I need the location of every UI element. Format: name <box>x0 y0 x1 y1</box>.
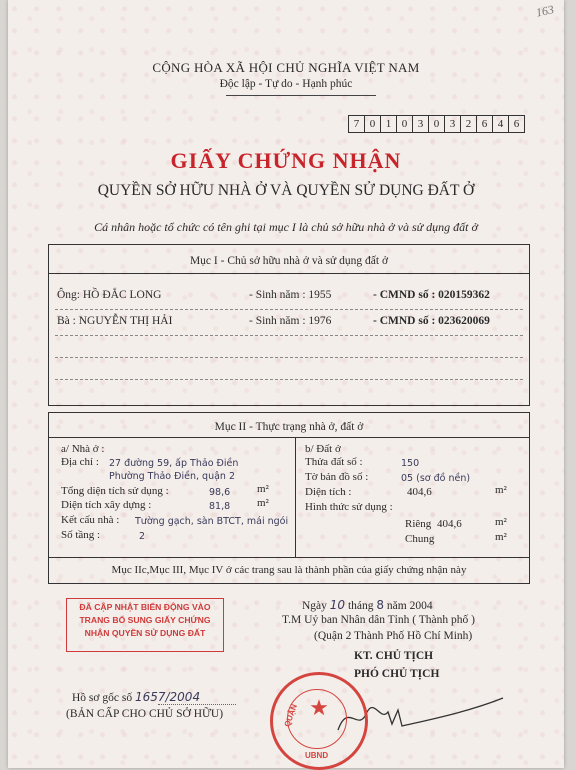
built-area-label: Diện tích xây dựng : <box>61 499 152 511</box>
serial-number-box <box>348 115 525 133</box>
private-value: 404,6 <box>437 518 462 530</box>
stamp-line: ĐÃ CẬP NHẬT BIẾN ĐỘNG VÀO <box>79 602 211 612</box>
signer-position2: PHÓ CHỦ TỊCH <box>354 668 440 680</box>
plot-value: 150 <box>401 458 420 469</box>
serial-digit: 3 <box>413 116 429 132</box>
stamp-line: TRANG BỔ SUNG GIẤY CHỨNG <box>79 615 211 625</box>
serial-digit: 0 <box>365 116 381 132</box>
serial-digit: 2 <box>461 116 477 132</box>
map-label: Tờ bản đồ số : <box>305 471 369 483</box>
vietnam-emblem-icon: ★ <box>309 695 329 720</box>
serial-digit: 3 <box>445 116 461 132</box>
copy-note: (BẢN CẤP CHO CHỦ SỞ HỮU) <box>66 708 224 720</box>
shared-label: Chung <box>405 533 435 545</box>
stamp-line: NHẬN QUYỀN SỬ DỤNG ĐẤT <box>84 628 206 638</box>
section-property-heading: Mục II - Thực trạng nhà ở, đất ở <box>214 421 364 433</box>
section-divider <box>49 557 529 558</box>
serial-digit: 6 <box>513 118 520 130</box>
section-owners <box>48 244 530 406</box>
id-value: 023620069 <box>438 315 490 327</box>
private-unit: m² <box>495 516 507 528</box>
seal-ring-text-left: QUẬN <box>282 702 300 729</box>
birth-value: 1976 <box>308 315 332 327</box>
date-day: 10 <box>329 598 346 612</box>
column-divider <box>295 437 296 557</box>
built-area-value: 81,8 <box>209 501 231 512</box>
map-value: 05 (sơ đồ nền) <box>401 473 471 484</box>
committee-line1: T.M Uỷ ban Nhân dân Tỉnh ( Thành phố ) <box>282 614 475 626</box>
dotted-line <box>55 309 523 310</box>
serial-digit: 1 <box>381 116 397 132</box>
date-year: 2004 <box>409 600 433 612</box>
floors-value: 2 <box>139 531 146 542</box>
footer-note: Mục IIc,Mục III, Mục IV ở các trang sau là thành phần của giấy chứng nhận này <box>111 564 467 576</box>
date-day-label: Ngày <box>302 600 327 612</box>
owner-id <box>373 289 490 301</box>
official-seal <box>270 672 368 770</box>
shared-unit: m² <box>495 531 507 543</box>
structure-label: Kết cấu nhà : <box>61 514 120 526</box>
nation-header: CỘNG HÒA XÃ HỘI CHỦ NGHĨA VIỆT NAM <box>152 60 420 75</box>
date-month: 8 <box>376 598 385 612</box>
birth-label: - Sinh năm : <box>249 315 306 327</box>
owner-row <box>57 289 213 301</box>
id-value: 020159362 <box>438 289 490 301</box>
motto-underline <box>226 95 376 96</box>
plot-label: Thửa đất số : <box>305 456 363 468</box>
serial-digit: 7 <box>349 116 365 132</box>
id-label: - CMND số : <box>373 289 436 301</box>
serial-digit: 0 <box>397 116 413 132</box>
dotted-line <box>158 704 236 705</box>
dotted-line <box>55 335 523 336</box>
floors-label: Số tầng : <box>61 529 101 541</box>
dotted-line <box>55 379 523 380</box>
section-property <box>48 412 530 584</box>
date-year-label: năm <box>386 600 407 612</box>
address-line2: Phường Thảo Điền, quận 2 <box>109 471 235 482</box>
section-divider <box>49 437 529 438</box>
owner-row <box>57 315 172 327</box>
dotted-line <box>55 357 523 358</box>
seal-ring-text-bottom: UBND <box>305 751 329 760</box>
origin-label: Hồ sơ gốc số <box>72 692 133 704</box>
total-area-value: 98,6 <box>209 487 231 498</box>
land-area-label: Diện tích : <box>305 486 352 498</box>
serial-digit: 6 <box>477 116 493 132</box>
house-label: a/ Nhà ở : <box>61 443 105 455</box>
document-title: GIẤY CHỨNG NHẬN <box>170 148 402 173</box>
total-area-label: Tổng diện tích sử dụng : <box>61 485 169 497</box>
date-month-label: tháng <box>347 600 374 612</box>
owner-birth <box>249 315 331 327</box>
private-label: Riêng <box>405 518 432 530</box>
owner-prefix: Bà : <box>57 315 76 327</box>
address-line1: 27 đường 59, ấp Thảo Điền <box>109 458 239 469</box>
origin-record <box>72 690 200 704</box>
built-area-unit: m² <box>257 497 269 509</box>
owner-birth <box>249 289 331 301</box>
issue-date <box>302 598 433 612</box>
section-divider <box>49 273 529 274</box>
certificate-page <box>8 0 564 768</box>
birth-label: - Sinh năm : <box>249 289 306 301</box>
serial-digit: 4 <box>493 116 509 132</box>
origin-number: 1657/2004 <box>134 690 201 704</box>
serial-digit: 0 <box>429 116 445 132</box>
structure-value: Tường gạch, sàn BTCT, mái ngói <box>135 516 289 527</box>
owner-name: NGUYỄN THỊ HẢI <box>78 315 173 327</box>
committee-line2: (Quận 2 Thành Phố Hồ Chí Minh) <box>314 630 473 642</box>
id-label: - CMND số : <box>373 315 436 327</box>
owner-id <box>373 315 490 327</box>
usage-form-label: Hình thức sử dụng : <box>305 501 393 513</box>
address-label: Địa chỉ : <box>61 456 99 468</box>
land-area-unit: m² <box>495 484 507 496</box>
section-owners-heading: Mục I - Chủ sở hữu nhà ở và sử dụng đất ở <box>189 255 389 267</box>
update-stamp <box>66 598 224 652</box>
document-intro: Cá nhân hoặc tổ chức có tên ghi tại mục I là chủ sở hữu nhà ở và sử dụng đất ở <box>94 220 478 234</box>
signer-position1: KT. CHỦ TỊCH <box>354 650 434 662</box>
land-area-value: 404,6 <box>407 486 432 498</box>
total-area-unit: m² <box>257 483 269 495</box>
birth-value: 1955 <box>308 289 332 301</box>
owner-name: HỒ ĐẮC LONG <box>82 289 162 301</box>
corner-handwritten-note: 163 <box>534 2 556 20</box>
motto: Độc lập - Tự do - Hạnh phúc <box>219 78 353 90</box>
owner-prefix: Ông: <box>57 289 80 301</box>
land-label: b/ Đất ở <box>305 443 341 455</box>
document-subtitle: QUYỀN SỞ HỮU NHÀ Ở VÀ QUYỀN SỬ DỤNG ĐẤT Ở <box>97 182 475 199</box>
